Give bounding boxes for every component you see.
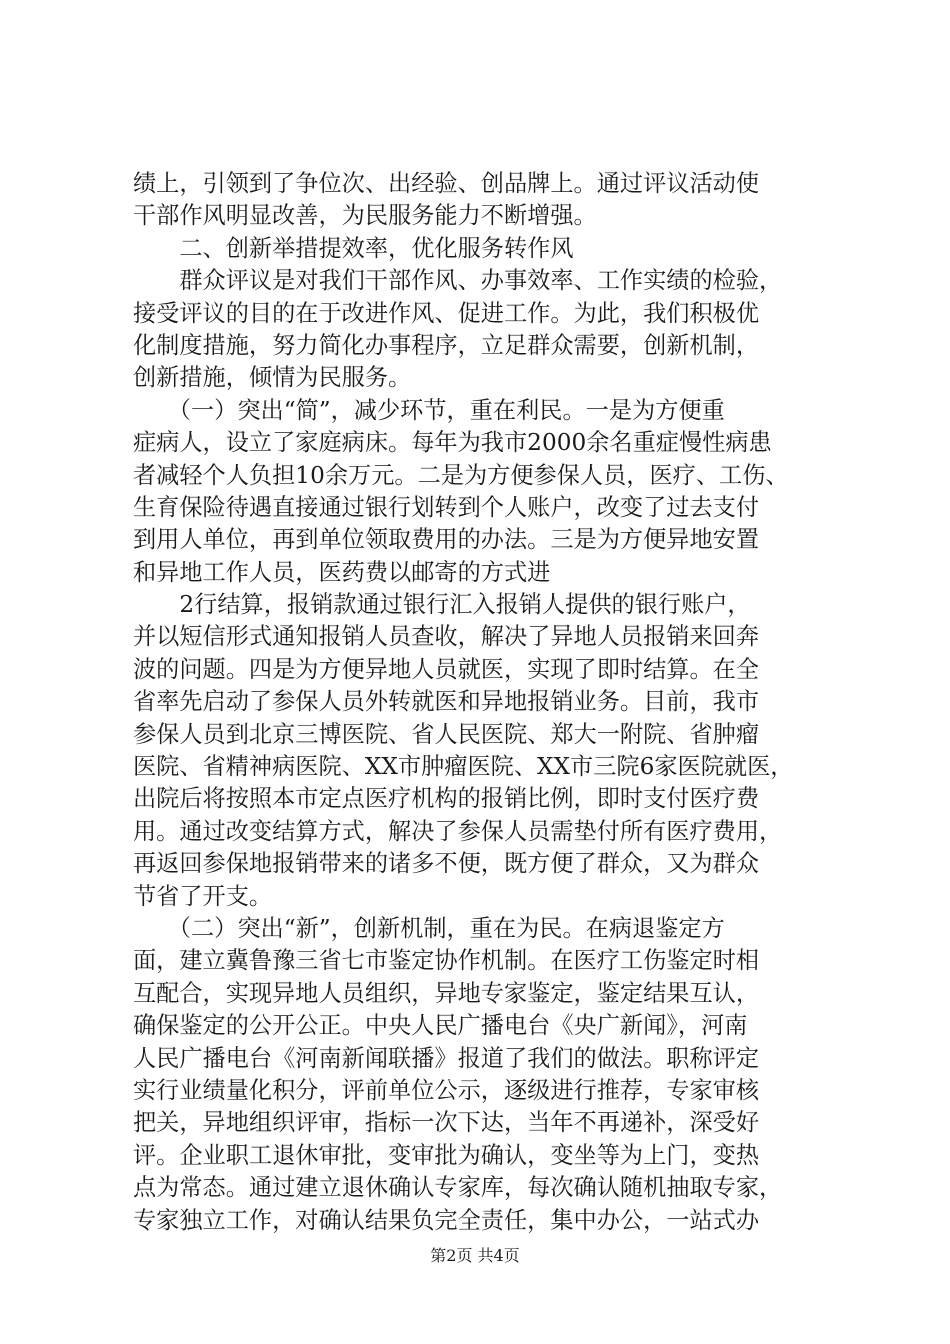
text-line: 生育保险待遇直接通过银行划转到个人账户，改变了过去支付 [133,493,760,521]
text-line: 把关，异地组织评审，指标一次下达，当年不再递补，深受好 [133,1109,760,1137]
text-line: 绩上，引领到了争位次、出经验、创品牌上。通过评议活动使 [133,170,760,197]
text-line: 波的问题。四是为方便异地人员就医，实现了即时结算。在全 [133,655,760,683]
text-line: 省率先启动了参保人员外转就医和异地报销业务。目前，我市 [133,688,760,716]
text-line: 评。企业职工退休审批，变审批为确认，变坐等为上门，变热 [133,1141,760,1169]
text-line: 化制度措施，努力简化办事程序，立足群众需要，创新机制， [133,331,760,359]
text-line: 出院后将按照本市定点医疗机构的报销比例，即时支付医疗费 [133,785,760,813]
text-line: 医院、省精神病医院、XX市肿瘤医院、XX市三院6家医院就医， [133,753,794,781]
text-line: 互配合，实现异地人员组织，异地专家鉴定，鉴定结果互认， [133,979,760,1007]
text-line: 用。通过改变结算方式，解决了参保人员需垫付所有医疗费用， [133,817,783,845]
text-line: 群众评议是对我们干部作风、办事效率、工作实绩的检验， [133,267,783,295]
text-line: 接受评议的目的在于改进作风、促进工作。为此，我们积极优 [133,299,760,327]
text-line: 再返回参保地报销带来的诸多不便，既方便了群众，又为群众 [133,850,760,878]
text-line: 创新措施，倾情为民服务。 [133,364,412,392]
text-line: 症病人，设立了家庭病床。每年为我市2000余名重症慢性病患 [133,429,772,457]
text-line: 参保人员到北京三博医院、省人民医院、郑大一附院、省肿瘤 [133,720,760,748]
text-line: 二、创新举措提效率，优化服务转作风 [133,234,574,262]
text-line: 节省了开支。 [133,882,273,910]
page-footer: 第2页 共4页 [430,1246,520,1265]
text-line: 点为常态。通过建立退休确认专家库，每次确认随机抽取专家， [133,1174,783,1202]
text-line: 人民广播电台《河南新闻联播》报道了我们的做法。职称评定 [133,1044,760,1072]
text-line: 到用人单位，再到单位领取费用的办法。三是为方便异地安置 [133,526,760,554]
text-line: 实行业绩量化积分，评前单位公示，逐级进行推荐，专家审核 [133,1076,760,1104]
text-line: （二）突出“新”，创新机制，重在为民。在病退鉴定方 [133,914,725,942]
text-line: （一）突出“简”，减少环节，重在利民。一是为方便重 [133,396,725,424]
text-line: 并以短信形式通知报销人员查收，解决了异地人员报销来回奔 [133,623,760,651]
text-line: 和异地工作人员，医药费以邮寄的方式进 [133,558,551,586]
text-line: 专家独立工作，对确认结果负完全责任，集中办公，一站式办 [133,1206,760,1234]
text-line: 确保鉴定的公开公正。中央人民广播电台《央广新闻》，河南 [133,1012,748,1040]
text-line: 2行结算，报销款通过银行汇入报销人提供的银行账户， [133,591,751,619]
document-body [133,168,833,1237]
text-line: 干部作风明显改善，为民服务能力不断增强。 [133,202,597,230]
text-line: 面，建立冀鲁豫三省七市鉴定协作机制。在医疗工伤鉴定时相 [133,947,760,975]
text-line: 者减轻个人负担10余万元。二是为方便参保人员，医疗、工伤、 [133,461,789,489]
